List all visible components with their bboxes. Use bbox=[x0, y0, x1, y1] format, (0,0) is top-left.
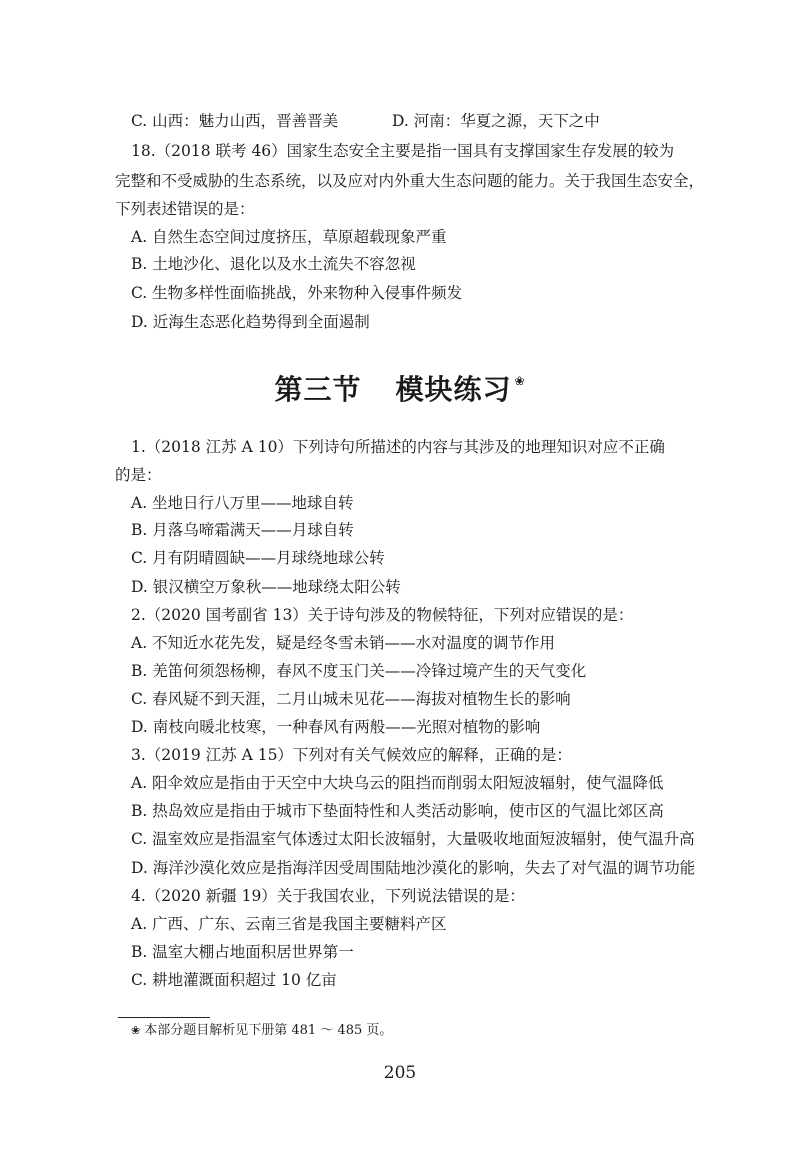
question-4-option-c: C. 耕地灌溉面积超过 10 亿亩 bbox=[131, 971, 337, 989]
option-d-henan: D. 河南：华夏之源，天下之中 bbox=[392, 112, 600, 130]
section-number: 第三节 bbox=[274, 373, 362, 406]
question-1-line2: 的是： bbox=[115, 466, 162, 484]
option-c-shanxi: C. 山西：魅力山西，晋善晋美 bbox=[131, 112, 339, 130]
flower-footnote-marker-icon: ❀ bbox=[131, 1024, 141, 1037]
flower-footnote-icon: ❀ bbox=[514, 374, 526, 388]
page-number: 205 bbox=[383, 1063, 417, 1083]
question-3-line1: 3.（2019 江苏 A 15）下列对有关气候效应的解释，正确的是： bbox=[131, 746, 572, 764]
section-title bbox=[0, 368, 800, 408]
footnote bbox=[131, 1022, 392, 1040]
question-1-option-d: D. 银汉横空万象秋——地球绕太阳公转 bbox=[131, 578, 401, 596]
question-3-option-a: A. 阳伞效应是指由于天空中大块乌云的阻挡而削弱太阳短波辐射，使气温降低 bbox=[131, 774, 664, 792]
section-name: 模块练习 bbox=[395, 373, 512, 406]
question-18-line3: 下列表述错误的是： bbox=[115, 200, 255, 218]
question-18-option-d: D. 近海生态恶化趋势得到全面遏制 bbox=[131, 313, 370, 331]
question-2-option-d: D. 南枝向暖北枝寒，一种春风有两般——光照对植物的影响 bbox=[131, 718, 541, 736]
question-2-option-a: A. 不知近水花先发，疑是经冬雪未销——水对温度的调节作用 bbox=[131, 634, 556, 652]
question-1-option-a: A. 坐地日行八万里——地球自转 bbox=[131, 494, 354, 512]
question-1-option-c: C. 月有阴晴圆缺——月球绕地球公转 bbox=[131, 549, 385, 567]
question-18-option-c: C. 生物多样性面临挑战，外来物种入侵事件频发 bbox=[131, 284, 463, 302]
question-3-option-c: C. 温室效应是指温室气体透过太阳长波辐射，大量吸收地面短波辐射，使气温升高 bbox=[131, 830, 695, 848]
footnote-divider bbox=[118, 1017, 210, 1018]
question-18-line2: 完整和不受威胁的生态系统，以及应对内外重大生态问题的能力。关于我国生态安全， bbox=[115, 172, 705, 190]
question-2-option-c: C. 春风疑不到天涯，二月山城未见花——海拔对植物生长的影响 bbox=[131, 690, 571, 708]
question-4-option-b: B. 温室大棚占地面积居世界第一 bbox=[131, 943, 354, 961]
question-2-line1: 2.（2020 国考副省 13）关于诗句涉及的物候特征，下列对应错误的是： bbox=[131, 606, 634, 624]
footnote-text: 本部分题目解析见下册第 481 ～ 485 页。 bbox=[144, 1023, 393, 1038]
question-3-option-d: D. 海洋沙漠化效应是指海洋因受周围陆地沙漠化的影响，失去了对气温的调节功能 bbox=[131, 859, 696, 877]
question-1-option-b: B. 月落乌啼霜满天——月球自转 bbox=[131, 521, 354, 539]
question-18-line1: 18.（2018 联考 46）国家生态安全主要是指一国具有支撑国家生存发展的较为 bbox=[131, 142, 675, 160]
question-18-option-b: B. 土地沙化、退化以及水土流失不容忽视 bbox=[131, 255, 416, 273]
question-4-option-a: A. 广西、广东、云南三省是我国主要糖料产区 bbox=[131, 915, 447, 933]
question-3-option-b: B. 热岛效应是指由于城市下垫面特性和人类活动影响，使市区的气温比郊区高 bbox=[131, 802, 664, 820]
question-18-option-a: A. 自然生态空间过度挤压，草原超载现象严重 bbox=[131, 228, 447, 246]
question-4-line1: 4.（2020 新疆 19）关于我国农业，下列说法错误的是： bbox=[131, 887, 525, 905]
question-2-option-b: B. 羌笛何须怨杨柳，春风不度玉门关——冷锋过境产生的天气变化 bbox=[131, 662, 587, 680]
question-1-line1: 1.（2018 江苏 A 10）下列诗句所描述的内容与其涉及的地理知识对应不正确 bbox=[131, 438, 665, 456]
